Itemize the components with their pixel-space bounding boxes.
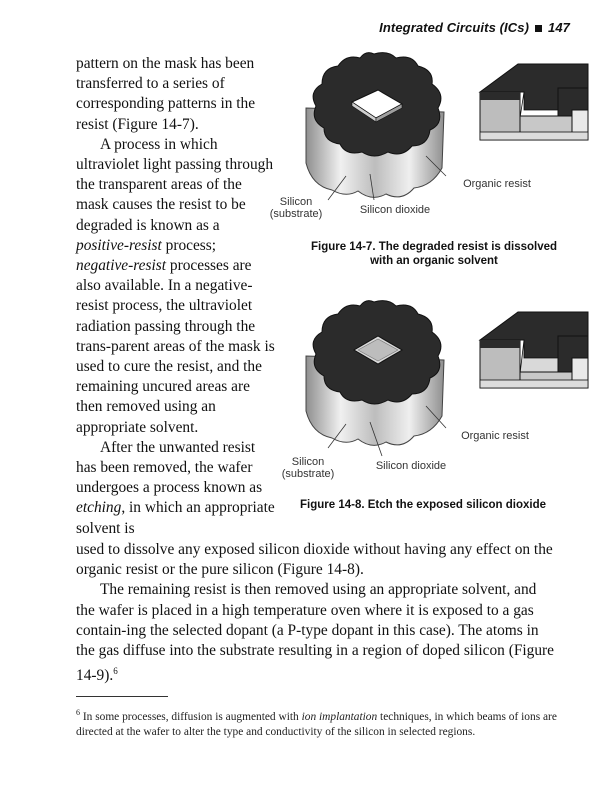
- footnote-reference[interactable]: 6: [113, 666, 118, 677]
- text-run: processes are also available. In a negative-resist process, the ultraviolet radiation passing through the trans-parent areas of the mask is used to cure the resist, and the remaining uncured areas are then removed using an appropriate solvent.: [76, 257, 275, 436]
- figure-14-7-caption: [280, 240, 588, 268]
- cross-section-block: [480, 312, 588, 388]
- text-run: , in which an appropriate solvent is: [76, 499, 275, 537]
- fig7-label-silicon: [256, 196, 336, 220]
- paragraph: [76, 438, 276, 539]
- fig7-silicon: Silicon: [279, 196, 313, 208]
- term-negative-resist: negative-resist: [76, 257, 167, 275]
- page-number: 147: [548, 20, 570, 35]
- paragraph: pattern on the mask has been transferred to a series of corresponding patterns in the resist (Figure 14-7).: [76, 55, 256, 133]
- figure-14-8-illustration: [262, 296, 602, 481]
- paragraph: used to dissolve any exposed silicon dioxide without having any effect on the organic resist or the pure silicon (Figure 14-8).: [76, 541, 553, 579]
- fig8-substrate: (substrate): [281, 468, 335, 480]
- text-run: In some processes, diffusion is augmented with: [82, 710, 302, 723]
- term-positive-resist: positive-resist: [76, 236, 162, 254]
- caption-line: with an organic solvent: [370, 255, 498, 267]
- header-title: Integrated Circuits (ICs): [379, 20, 529, 35]
- fig7-label-dioxide: Silicon dioxide: [359, 204, 431, 216]
- paragraph: [76, 580, 556, 686]
- text-run: techniques, in which beams of ions are directed at the wafer to alter the type and conductivity of the silicon in selected regions.: [76, 710, 557, 738]
- footnote-number: 6: [76, 708, 80, 717]
- header-square-icon: [535, 25, 542, 32]
- body-text: [76, 540, 556, 687]
- text-run: The remaining resist is then removed using an appropriate solvent, and the wafer is placed in a high temperature oven where it is exposed to a gas contain-ing the selected dopant (a P-type dopant in this case). The atoms in the gas diffuse into the substrate resulting in a region of doped silicon (Figure 14-9).: [76, 581, 555, 685]
- fig8-silicon: Silicon: [291, 456, 325, 468]
- footnote-divider: [76, 696, 168, 697]
- term-etching: etching: [76, 499, 122, 517]
- cross-section-block: [478, 64, 588, 140]
- left-column-text: [76, 54, 276, 539]
- fig8-label-dioxide: Silicon dioxide: [375, 460, 447, 472]
- figure-14-8-caption: Figure 14-8. Etch the exposed silicon dioxide: [300, 499, 547, 511]
- term-ion-implantation: ion implantation: [301, 710, 378, 723]
- text-run: After the unwanted resist has been removed, the wafer undergoes a process known as: [76, 438, 263, 497]
- footnote: [76, 705, 576, 740]
- fig7-substrate: (substrate): [269, 208, 323, 220]
- running-header: [379, 20, 570, 35]
- fig8-label-resist: Organic resist: [461, 430, 529, 442]
- text-run: A process in which ultraviolet light passing through the transparent areas of the mask causes the resist to be degraded is known as a: [76, 135, 274, 234]
- text-run: process;: [161, 236, 217, 254]
- caption-line: Figure 14-7. The degraded resist is dissolved: [310, 241, 558, 253]
- fig8-label-silicon: [268, 456, 348, 480]
- paragraph: [76, 135, 276, 438]
- fig7-label-resist: Organic resist: [463, 178, 531, 190]
